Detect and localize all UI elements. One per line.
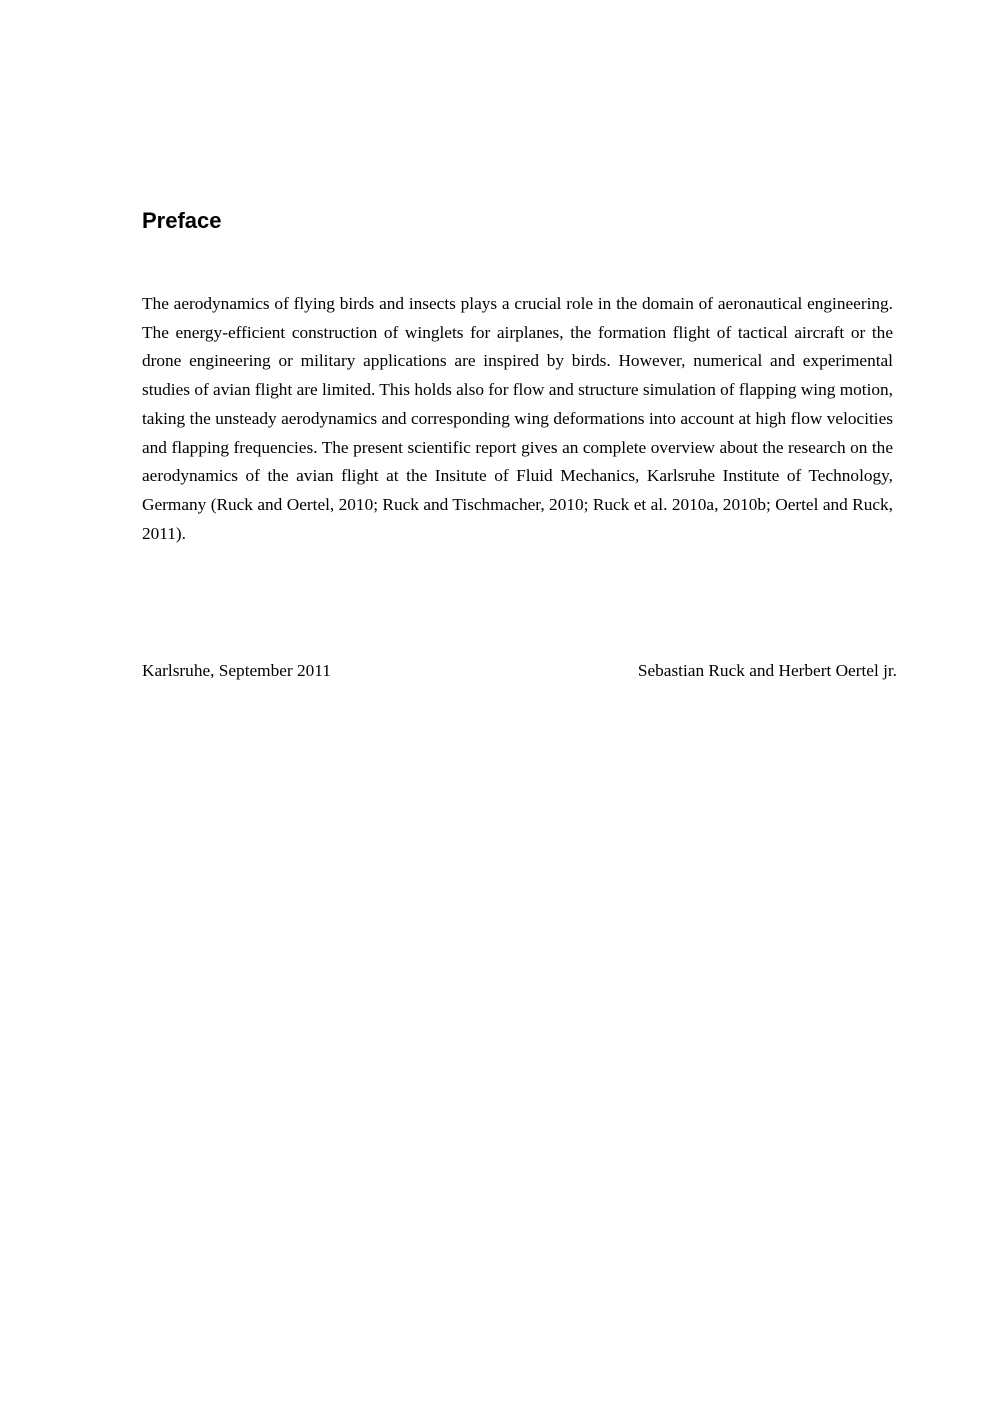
preface-paragraph: The aerodynamics of flying birds and insects plays a crucial role in the domain of aeronautical engineering. The energy-efficient construction of winglets for airplanes, the formation flight of tactical aircraft or the drone engineering or military applications are inspired by birds. However, numerical and experimental studies of avian flight are limited. This holds also for flow and structure simulation of flapping wing motion, taking the unsteady aerodynamics and corresponding wing deformations into account at high flow velocities and flapping frequencies. The present scientific report gives an complete overview about the research on the aerodynamics of the avian flight at the Insitute of Fluid Mechanics, Karlsruhe Institute of Technology, Germany (Ruck and Oertel, 2010; Ruck and Tischmacher, 2010; Ruck et al. 2010a, 2010b; Oertel and Ruck, 2011).	[142, 294, 893, 543]
signature-row	[142, 657, 897, 685]
page-title: Preface	[142, 208, 222, 233]
authors: Sebastian Ruck and Herbert Oertel jr.	[637, 661, 897, 680]
place-date: Karlsruhe, September 2011	[142, 661, 331, 680]
